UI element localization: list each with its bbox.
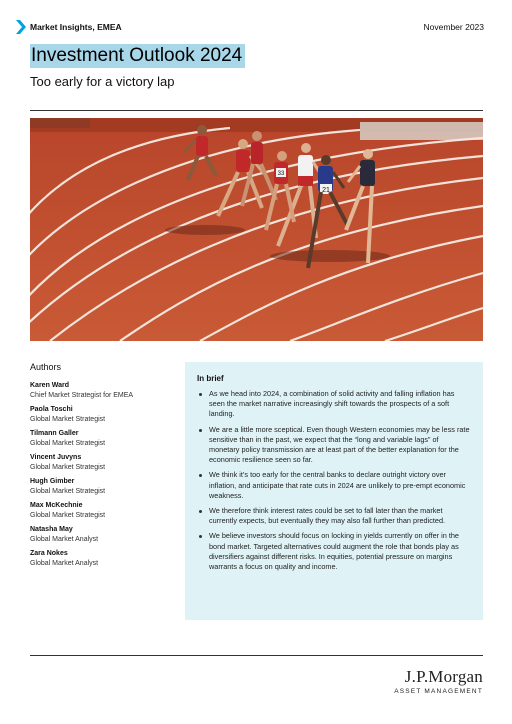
report-header bbox=[16, 20, 484, 36]
author-entry bbox=[30, 549, 180, 568]
author-role: Chief Market Strategist for EMEA bbox=[30, 391, 134, 399]
author-name: Max McKechnie bbox=[30, 502, 83, 509]
cover-photo-runners bbox=[30, 118, 483, 341]
list-item bbox=[197, 506, 471, 526]
author-entry bbox=[30, 501, 180, 520]
in-brief-heading: In brief bbox=[197, 374, 224, 383]
list-item bbox=[197, 425, 471, 466]
author-role: Global Market Strategist bbox=[30, 439, 106, 447]
author-role: Global Market Strategist bbox=[30, 463, 106, 471]
author-name: Karen Ward bbox=[30, 382, 70, 389]
report-subtitle: Too early for a victory lap bbox=[30, 74, 175, 89]
brief-item-text: We think it’s too early for the central banks to declare outright victory over inflation, and anticipate that rate cuts in 2024 are unlikely to pre-empt economic weakness. bbox=[209, 470, 466, 500]
jpmorgan-logo bbox=[394, 668, 483, 695]
list-item bbox=[197, 389, 471, 420]
brief-item-text: As we head into 2024, a combination of solid activity and falling inflation has seen the market narrative increasingly shift towards the prospects of a soft landing. bbox=[209, 389, 455, 419]
author-entry bbox=[30, 525, 180, 544]
brand-subtitle: ASSET MANAGEMENT bbox=[394, 688, 483, 695]
bib-number: 33 bbox=[277, 171, 285, 177]
brief-item-text: We therefore think interest rates could be set to fall later than the market currently expects, but eventually they may also fall further than predicted. bbox=[209, 506, 446, 526]
bullet-icon bbox=[199, 393, 202, 396]
author-role: Global Market Analyst bbox=[30, 535, 99, 543]
authors-heading: Authors bbox=[30, 362, 62, 372]
author-role: Global Market Strategist bbox=[30, 487, 106, 495]
authors-section bbox=[30, 362, 180, 573]
author-name: Hugh Gimber bbox=[30, 478, 75, 485]
chevron-logo-icon bbox=[16, 20, 26, 34]
brand-name: J.P.Morgan bbox=[404, 667, 483, 686]
bullet-icon bbox=[199, 510, 202, 513]
in-brief-box bbox=[185, 362, 483, 620]
author-entry bbox=[30, 405, 180, 424]
author-entry bbox=[30, 477, 180, 496]
divider bbox=[30, 110, 483, 111]
brief-item-text: We are a little more sceptical. Even though Western economies may be less rate sensitive than in the past, we expect that the “long and variable lags” of monetary policy transmission are at least part of the better explanation for the economic resilience seen so far. bbox=[209, 424, 470, 465]
author-entry bbox=[30, 381, 180, 400]
report-title: Investment Outlook 2024 bbox=[30, 44, 245, 68]
author-name: Zara Nokes bbox=[30, 550, 68, 557]
author-name: Natasha May bbox=[30, 526, 73, 533]
brief-item-text: We believe investors should focus on locking in yields currently on offer in the bond market. Targeted alternatives could augment the role that bonds play as diversifiers against different risks. In equities, potential pressure on margins warrants a focus on quality and income. bbox=[209, 531, 459, 572]
in-brief-list bbox=[197, 389, 471, 572]
author-name: Vincent Juvyns bbox=[30, 454, 82, 461]
bullet-icon bbox=[199, 474, 202, 477]
bib-number: 21 bbox=[322, 187, 330, 194]
bullet-icon bbox=[199, 429, 202, 432]
publication-date: November 2023 bbox=[423, 22, 484, 32]
author-role: Global Market Strategist bbox=[30, 415, 106, 423]
divider bbox=[30, 655, 483, 656]
author-entry bbox=[30, 429, 180, 448]
author-role: Global Market Strategist bbox=[30, 511, 106, 519]
author-role: Global Market Analyst bbox=[30, 559, 99, 567]
list-item bbox=[197, 470, 471, 501]
series-label: Market Insights, EMEA bbox=[30, 22, 122, 32]
running-track-illustration bbox=[30, 118, 483, 341]
bullet-icon bbox=[199, 535, 202, 538]
author-name: Tilmann Galler bbox=[30, 430, 79, 437]
author-entry bbox=[30, 453, 180, 472]
author-name: Paola Toschi bbox=[30, 406, 73, 413]
list-item bbox=[197, 531, 471, 572]
